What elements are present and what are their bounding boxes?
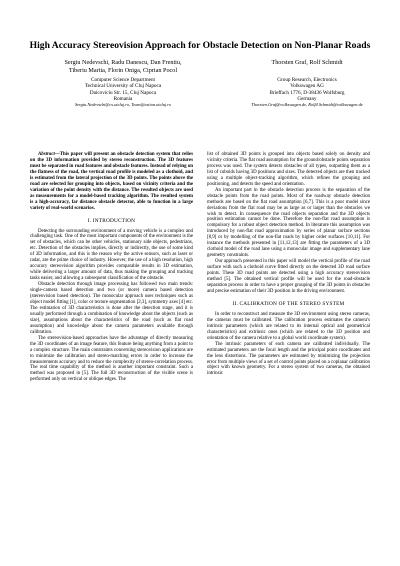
affiliation-line: Volkswagen AG — [290, 83, 324, 90]
body-paragraph: The stereovision-based approaches have the advantage of directly measuring the 3D coordinates of an image feature, this feature being anything from a point to a complex structure. The main constraints concerning stereovision applications are to minimize the calibration and stereo-matching errors in order to increase the measurements accuracy and to reduce the complexity of stereo-correlation process. The real time capability of the method is another important constraint. Such a method was proposed in [5]. The full 3D reconstruction of the visible scene is performed only on vertical or oblique edges. The — [30, 335, 193, 383]
body-paragraph: list of obtained 3D points is grouped into objects based solely on density and vicinity criteria. The flat road assumption for the ground/obstacle points separation process was used. The system detects obstacles of all types, outputting them as a list of cuboids having 3D positions and sizes. The detected objects are then tracked using a multiple object-tracking algorithm, which refines the grouping and positioning, and detects the speed and orientation. — [207, 152, 370, 187]
affiliation-line: Germany — [297, 95, 317, 102]
column-right — [207, 152, 370, 377]
body-paragraph: An important part in the obstacle detection process is the separation of the obstacle points from the road points. Most of the roadway obstacle detection methods are based on the flat road assumption [6,7]. This is a poor model since deviations from the flat road may be as large as or larger than the obstacles we wish to detect. In consequence the road objects separation and the 3D objects position estimation cannot be done. Therefore the non-flat road assumption is compulsory for a robust object detection method. In literature this assumption was introduced by non-flat road approximation by series of planar surface sections [8,9] or by modelling of the non-flat roads by higher order surfaces [10,11]. For instance the methods presented in [11,12,13] are fitting the parameters of a 3D clothoid model of the road lane using a monocular image and supplementary lane geometry constraints. — [207, 187, 370, 259]
affiliation-line: Group Research, Electronics — [277, 77, 337, 83]
section-heading-introduction: I. INTRODUCTION — [87, 217, 136, 224]
body-paragraph: Our approach presented in this paper will model the vertical profile of the road surface with such a clothoid curve fitted directly on the detected 3D road surface points. These 3D road points are detected using a high accuracy stereovision method [5]. The obtained vertical profile will be used for the road-obstacle separation process in order to have a proper grouping of the 3D points in obstacles and precise estimation of their 3D position in the driving environment. — [207, 259, 370, 294]
abstract — [30, 152, 193, 212]
body-paragraph: Obstacle detection through image processing has followed two main trends: single-camera based detection and two (or more) camera based detection (stereovision based detection). The monocular approach uses techniques such as object model fitting [1], color or texture segmentation [2,3], symmetry axes [4] etc. The estimation of 3D characteristics is done after the detection stage, and it is usually performed through a combination of knowledge about the objects (such as size), assumptions about the characteristics of the road (such as flat road assumption) and knowledge about the camera parameters available through calibration. — [30, 282, 193, 335]
section-heading-calibration: II. CALIBRATION OF THE STEREO SYSTEM — [232, 300, 345, 307]
author-names-spacer — [222, 67, 392, 75]
affiliation-line: Daicoviciu Str. 15, Cluj Napoca — [89, 89, 157, 96]
affiliation-line: Technical University of Cluj Napoca — [84, 83, 162, 90]
author-affiliation — [222, 77, 392, 102]
paper-title: High Accuracy Stereovision Approach for Obstacle Detection on Non-Planar Roads — [29, 40, 371, 51]
body-paragraph: Detecting the surrounding environment of a moving vehicle is a complex and challenging task. One of the most important components of the environment is the set of obstacles, which can be other vehicles, stationary side objects, pedestrians, etc. Detection of the obstacles implies, directly or indirectly, the use of some kind of 3D information, and this is the reason why the active sensors, such as laser or radar, are the prime choice of industry. However, the use of a high resolution, high accuracy stereovision algorithm provides comparable results in 3D estimation, while delivering a larger amount of data, thus making the grouping and tracking tasks easier, and allowing a subsequent classification of the obstacle. — [30, 228, 193, 282]
author-names: Sergiu Nedevschi, Radu Danescu, Dan Frentiu, — [64, 59, 182, 66]
author-names: Tiberiu Marita, Florin Oniga, Ciprian Pocol — [68, 67, 178, 74]
affiliation-line: Computer Science Department — [91, 77, 155, 83]
body-paragraph: The intrinsic parameters of each camera are calibrated individually. The estimated parameters are the focal length and the principal point coordinates and the lens distortions. The parameters are estimated by minimizing the projection error from multiple views of a set of control points placed on a coplanar calibration object with known geometry. For a stereo system of two cameras, the obtained intrinsic — [207, 341, 370, 377]
column-left — [30, 152, 193, 383]
abstract-lead: Abstract — [38, 152, 55, 157]
affiliation-line: Brieffach 1776, D-38436 Wolfsburg — [269, 89, 345, 96]
body-paragraph: In order to reconstruct and measure the 3D environment using stereo cameras, the cameras must be calibrated. The calibration process estimates the camera's intrinsic parameters (which are related to its internal optical and geometrical characteristics) and extrinsic ones (which are related to the 3D position and orientation of the camera relative to a global world coordinate system). — [207, 311, 370, 341]
author-block-right — [222, 59, 392, 108]
affiliation-line: Romania — [113, 95, 133, 102]
author-block-left — [28, 59, 218, 108]
author-email: Thorsten.Graf@volkswagen.de, Rolf4.Schmidt@volkswagen.de — [251, 102, 363, 108]
author-names: Thorsten Graf, Rolf Schmidt — [271, 59, 343, 66]
author-affiliation — [28, 77, 218, 102]
author-email: Sergiu.Nedevschi@cs.utcluj.ro, Team@cstion.utcluj.ro — [74, 102, 172, 108]
abstract-text: —This paper will present an obstacle detection system that relies on the 3D information provided by stereo reconstruction. The 3D features must be separated in road features and obstacle features. Instead of relying on the flatness of the road, the vertical road profile is modeled as a clothoid, and is estimated from the lateral projection of the 3D points. The points above the road are selected for grouping into objects, based on vicinity criteria and the variation of the point density with the distance. The resulted objects are used as measurements for a model-based tracking algorithm. The resulted system is a high-accuracy, far distance obstacle detector, able to function in a large variety of real-world scenarios. — [30, 152, 193, 211]
